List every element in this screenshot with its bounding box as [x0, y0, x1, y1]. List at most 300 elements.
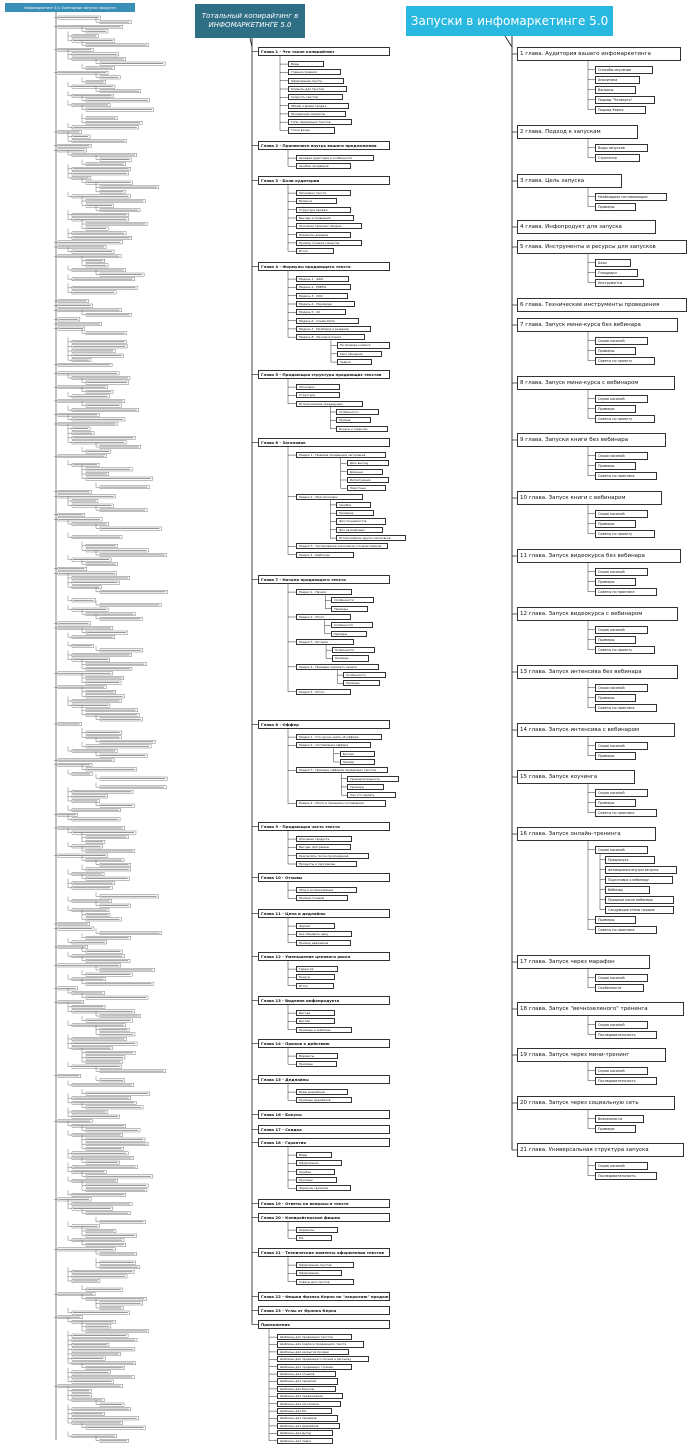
left-map-node-text-line	[73, 1181, 116, 1182]
middle-item[interactable]: Модель 3 - ODC	[296, 293, 348, 299]
left-map-node-text-line	[73, 1039, 124, 1040]
right-chapter-17[interactable]: 17 глава. Запуск через марафон	[517, 955, 650, 969]
left-map-node-text-line	[59, 855, 106, 856]
middle-item[interactable]: Шаблоны для продающих текстов	[277, 1334, 352, 1340]
middle-item[interactable]: Продукты и программы	[296, 861, 357, 867]
right-map-title: Запуски в инфомаркетинге 5.0	[410, 14, 609, 28]
middle-chapter-4[interactable]: Глава 4 - Формулы продающего текста	[258, 262, 390, 271]
left-map-node-text-line	[87, 746, 149, 747]
middle-item[interactable]: P.S.	[296, 1235, 332, 1241]
middle-item[interactable]: Виды	[288, 61, 324, 67]
middle-subitem[interactable]: Для начинающих	[336, 527, 383, 533]
middle-item[interactable]: Модель 1 - AIDA	[296, 276, 349, 282]
right-item[interactable]: Последовательность	[595, 1172, 657, 1180]
middle-item[interactable]: Раздел 2 - Составление оффера	[296, 742, 371, 748]
middle-chapter-6[interactable]: Глава 6 - Заголовок	[258, 438, 390, 447]
left-map-node-text-line	[73, 437, 133, 438]
middle-item[interactable]: Виды дедлайнов	[296, 1089, 348, 1095]
right-item[interactable]: Подход "Четверто"	[595, 96, 655, 104]
left-map-node-text-line	[101, 187, 157, 188]
left-map-node-text-line	[73, 410, 137, 411]
middle-subitem[interactable]: Особенности	[331, 622, 374, 628]
middle-chapter-17[interactable]: Глава 17 - Скидка	[258, 1125, 390, 1134]
middle-chapter-20[interactable]: Глава 20 - Копирайтерские фишки	[258, 1213, 390, 1222]
middle-item[interactable]: Модель 7 - Проблема и решение	[296, 326, 371, 332]
left-map-node-text-line	[101, 1034, 133, 1035]
left-map-node-text-line	[87, 564, 116, 565]
middle-subitem[interactable]: Ошибки	[336, 502, 371, 508]
middle-chapter-19[interactable]: Глава 19 - Ответы на вопросы в тексте	[258, 1199, 390, 1208]
left-map-node-text-line	[59, 814, 75, 815]
left-map-root[interactable]	[5, 3, 135, 12]
right-subitem[interactable]: Автоворонка внутри запуска	[605, 866, 677, 874]
middle-chapter-2[interactable]: Глава 2 - Проникните внутрь вашего предложения	[258, 141, 390, 150]
left-map-node-text-line	[59, 1317, 80, 1318]
middle-item[interactable]: Шаблоны для P.S.	[277, 1408, 332, 1414]
middle-item[interactable]: Шаблоны для отзывов	[277, 1371, 336, 1377]
middle-item[interactable]: Заголовок	[296, 384, 340, 390]
middle-item[interactable]: Сбор и использование	[296, 887, 357, 893]
middle-item[interactable]: Раздел 5 - Итоги	[296, 689, 351, 695]
left-map-node-text-line	[73, 1344, 107, 1345]
right-chapter-6[interactable]: 6 глава. Технические инструменты проведения	[517, 298, 687, 312]
middle-subitem[interactable]: Особенности	[331, 597, 374, 603]
left-map-node-text-line	[101, 787, 164, 788]
middle-subitem[interactable]: Для специалистов	[336, 518, 386, 524]
middle-chapter-21[interactable]: Глава 21 - Технические моменты оформления текстов	[258, 1248, 390, 1257]
right-item[interactable]: Необходимо составляющие	[595, 193, 667, 201]
left-map-node-text-line	[73, 609, 106, 610]
right-subitem[interactable]: Вебинар	[605, 886, 650, 894]
middle-item[interactable]: Структура продаж	[296, 207, 351, 213]
left-map-node-text-line	[73, 127, 137, 128]
middle-subitem[interactable]: Примеры	[331, 606, 368, 612]
left-map-node-text-line	[73, 1011, 133, 1012]
right-item[interactable]: Советы по практике	[595, 809, 657, 817]
right-item[interactable]: Серия касаний	[595, 568, 648, 576]
middle-item[interactable]: Виды	[296, 1152, 332, 1158]
right-item[interactable]: Подход Керна	[595, 106, 646, 114]
middle-item[interactable]: Раздел 2 - Итоги	[296, 614, 351, 620]
left-map-node-text-line	[101, 447, 139, 448]
middle-subitem[interactable]: Длинные	[347, 469, 384, 475]
middle-chapter-13[interactable]: Глава 13 - Видение инфопродукта	[258, 996, 390, 1005]
left-map-node-text-line	[73, 1102, 134, 1103]
middle-item[interactable]: Типы продающих текстов	[288, 119, 352, 125]
right-chapter-21[interactable]: 21 глава. Универсальная структура запуска	[517, 1143, 684, 1157]
left-map-node-text-line	[73, 559, 109, 560]
right-chapter-5[interactable]: 5 глава. Инструменты и ресурсы для запусков	[517, 240, 687, 254]
middle-item[interactable]: Шаблоны для подписи продающего текста	[277, 1341, 364, 1347]
left-map-node-text-line	[87, 122, 140, 123]
right-chapter-2[interactable]: 2 глава. Подход к запускам	[517, 125, 638, 139]
middle-subitem[interactable]: Примеры	[343, 680, 380, 686]
left-map-node-text-line	[73, 942, 105, 943]
middle-item[interactable]: Элементы	[296, 1227, 338, 1233]
middle-subitem[interactable]: Привлекательность	[347, 776, 399, 782]
middle-chapter-10[interactable]: Глава 10 - Отзывы	[258, 873, 390, 882]
middle-chapter-16[interactable]: Глава 16 - Бонусы	[258, 1110, 390, 1119]
left-map-node-text-line	[87, 983, 151, 984]
left-map-node-text-line	[73, 141, 125, 142]
middle-item[interactable]: Как объявить цену	[296, 931, 352, 937]
left-map-node-text-line	[59, 72, 106, 73]
right-item[interactable]: Примеры	[595, 462, 636, 470]
left-map-node-text-line	[101, 970, 152, 971]
middle-item[interactable]: Модель 5 - 4U	[296, 309, 346, 315]
right-chapter-15[interactable]: 15 глава. Запуск коучинга	[517, 770, 635, 784]
right-item[interactable]: Примеры	[595, 694, 636, 702]
right-item[interactable]: Примеры	[595, 916, 636, 924]
left-map-node-text-line	[73, 637, 113, 638]
right-item[interactable]: Серия касаний	[595, 789, 648, 797]
right-item[interactable]: Серия касаний	[595, 684, 648, 692]
right-chapter-8[interactable]: 8 глава. Запуск мини-курса с вебинаром	[517, 376, 675, 390]
left-map-node-text-line	[87, 314, 129, 315]
right-map-root[interactable]	[406, 6, 613, 36]
left-map-node-text-line	[87, 1052, 133, 1053]
left-map-node-text-line	[59, 49, 91, 50]
middle-item[interactable]: Выгоды и сравнения	[296, 215, 354, 221]
left-map-node-text-line	[59, 1075, 79, 1076]
middle-item[interactable]: Шаблоны для продающих страниц	[277, 1364, 352, 1370]
middle-subitem[interactable]: Бонусы и гарантии	[336, 426, 388, 432]
middle-item[interactable]: Главное правило	[288, 69, 341, 75]
middle-item[interactable]: Выгода	[296, 1010, 335, 1016]
middle-item[interactable]: Описание продукта	[296, 836, 352, 842]
middle-item[interactable]: Элементы доверия	[296, 232, 351, 238]
middle-subitem[interactable]: Дать выгоду	[347, 460, 390, 466]
right-subitem[interactable]: Предзапуск	[605, 856, 655, 864]
middle-chapter-18[interactable]: Глава 18 - Гарантия	[258, 1138, 390, 1147]
left-map-node-text-line	[87, 914, 108, 915]
right-chapter-12[interactable]: 12 глава. Запуск видеокурса с вебинаром	[517, 607, 678, 621]
middle-subitem[interactable]: Призыв	[336, 417, 371, 423]
middle-item[interactable]: Структура	[296, 392, 340, 398]
left-map-node-text-line	[101, 933, 160, 934]
middle-item[interactable]: Оформление текста	[288, 78, 344, 84]
middle-item[interactable]: Целевая аудитория и особенности	[296, 155, 374, 161]
right-chapter-18[interactable]: 18 глава. Запуск "вечнозеленого" тренинга	[517, 1002, 684, 1016]
middle-subitem[interactable]: На примере клиента	[337, 342, 390, 348]
middle-chapter-14[interactable]: Глава 14 - Призыв к действию	[258, 1039, 390, 1048]
middle-item[interactable]: Раздел 3 - Примеры офферов продающих текстов	[296, 767, 388, 773]
right-item[interactable]: Примеры	[595, 520, 636, 528]
right-item[interactable]: Примеры	[595, 578, 636, 586]
left-map-node-text-line	[73, 887, 110, 888]
left-map-node-text-line	[101, 1254, 135, 1255]
left-map-node-text-line	[73, 1377, 132, 1378]
middle-item[interactable]: Шаблоны для продающего письма в рассылку	[277, 1356, 369, 1362]
left-map-node-text-line	[73, 659, 108, 660]
middle-subitem[interactable]: Примеры	[332, 655, 369, 661]
right-chapter-20[interactable]: 20 глава. Запуск через социальную сеть	[517, 1096, 675, 1110]
left-map-node-text-line	[101, 1029, 127, 1030]
right-item[interactable]: Инструменты	[595, 279, 644, 287]
middle-item[interactable]: Шаблоны для выгод	[277, 1430, 333, 1436]
left-map-node-text-line	[87, 614, 133, 615]
middle-item[interactable]: Итоги	[296, 248, 334, 254]
middle-item[interactable]: Скорость текстов	[288, 94, 343, 100]
middle-item[interactable]: Итоги	[296, 983, 334, 989]
middle-map-root[interactable]	[195, 4, 305, 38]
middle-item[interactable]: Пример отзывов клиентов	[296, 240, 362, 246]
right-item[interactable]: Виды запусков	[595, 144, 648, 152]
middle-chapter-22[interactable]: Глава 22 - Фишки Фрэнка Керна по "закрытию" продаж	[258, 1292, 390, 1301]
right-chapter-3[interactable]: 3 глава. Цель запуска	[517, 174, 622, 188]
right-item[interactable]: Примеры	[595, 1125, 636, 1133]
left-map-node-text-line	[73, 705, 108, 706]
middle-chapter-23[interactable]: Глава 23 - Углы от Фрэнка Керна	[258, 1306, 390, 1315]
middle-subitem[interactable]: Выгода	[340, 751, 375, 757]
left-map-node-text-line	[73, 40, 113, 41]
middle-subitem[interactable]: Особенности	[336, 409, 379, 415]
middle-item[interactable]: Шаблоны для гарантий	[277, 1378, 338, 1384]
right-item[interactable]: Последовательность	[595, 1077, 657, 1085]
left-map-node-text-line	[59, 988, 76, 989]
middle-item[interactable]: Выгоды программы	[296, 844, 351, 850]
right-chapter-14[interactable]: 14 глава. Запуск интенсива с вебинаром	[517, 723, 675, 737]
left-map-node-text-line	[73, 1281, 98, 1282]
middle-item[interactable]: Раздел 1 - Начало	[296, 589, 352, 595]
middle-subitem[interactable]: Как это сделать	[347, 792, 396, 798]
right-item[interactable]: Возможности	[595, 1115, 644, 1123]
left-map-node-text-line	[59, 145, 89, 146]
middle-item[interactable]: Раздел 1 - Что нужно знать об оффере	[296, 734, 382, 740]
right-item[interactable]: Базы	[595, 259, 631, 267]
left-map-node-text-line	[87, 841, 103, 842]
right-chapter-16[interactable]: 16 глава. Запуск онлайн-тренинга	[517, 827, 656, 841]
middle-chapter-11[interactable]: Глава 11 - Цена и дедлайны	[258, 909, 390, 918]
right-item[interactable]: Стратегия	[595, 154, 640, 162]
left-map-node-text-line	[73, 355, 122, 356]
middle-item[interactable]: Ошибки продавцов	[296, 163, 351, 169]
middle-item[interactable]: Примеры дедлайнов	[296, 1097, 352, 1103]
right-item[interactable]: Примеры	[595, 347, 636, 355]
right-item[interactable]: Способы изучения	[595, 66, 653, 74]
middle-chapter-5[interactable]: Глава 5 - Продающая структура продающих текстов	[258, 370, 390, 379]
middle-item[interactable]: Раздел 4 - Итоги и принципы составления	[296, 800, 386, 806]
left-map-node-text-line	[101, 63, 163, 64]
middle-item[interactable]: Вопросы	[296, 198, 337, 204]
middle-item[interactable]: Детали	[296, 1018, 335, 1024]
right-item[interactable]: Примеры	[595, 203, 636, 211]
middle-item[interactable]: Советы для текстов	[296, 1279, 354, 1285]
middle-item[interactable]: Пример дедлайнов	[296, 940, 351, 946]
middle-item[interactable]: Шаблоны для призывов	[277, 1415, 338, 1421]
left-map-node-text-line	[73, 1400, 102, 1401]
right-chapter-19[interactable]: 19 глава. Запуск через мини-тренинг	[517, 1048, 666, 1062]
right-subitem[interactable]: Продажи после вебинара	[605, 896, 674, 904]
middle-item[interactable]: Раздел 2 - Мой заголовок	[296, 494, 363, 500]
right-chapter-9[interactable]: 9 глава. Запуски книги без вебинара	[517, 433, 666, 447]
right-item[interactable]: Советы по практике	[595, 588, 657, 596]
middle-item[interactable]: Формат	[296, 923, 335, 929]
left-map-node-text-line	[73, 428, 88, 429]
right-item[interactable]: Серия касаний	[595, 1067, 648, 1075]
left-map-node-text-line	[73, 505, 111, 506]
middle-item[interactable]: Раздел 3 - Тестирование заголовков и подзаголовков	[296, 543, 388, 549]
right-item[interactable]: Советы по проекту	[595, 646, 655, 654]
middle-subitem[interactable]: Проверка	[336, 510, 374, 516]
middle-subitem[interactable]: Использование других заголовков	[336, 535, 406, 541]
middle-item[interactable]: Шаблоны для бонусов	[277, 1386, 336, 1392]
left-map-node-text-line	[87, 182, 130, 183]
right-item[interactable]: Примеры	[595, 636, 636, 644]
left-map-node-text-line	[87, 837, 126, 838]
left-map-node-text-line	[73, 1340, 135, 1341]
left-map-node-text-line	[73, 442, 124, 443]
left-map-node-text-line	[73, 270, 124, 271]
middle-chapter-7[interactable]: Глава 7 - Начало продающего текста	[258, 575, 390, 584]
middle-subitem[interactable]: Примеры	[347, 784, 384, 790]
left-map-node-text-line	[87, 228, 106, 229]
middle-chapter-24[interactable]: Приложения	[258, 1320, 390, 1329]
right-item[interactable]: Серия касаний	[595, 510, 648, 518]
left-map-node-text-line	[59, 150, 84, 151]
right-item[interactable]: Советы по практике	[595, 704, 657, 712]
middle-item[interactable]: Модель 2 - PMPHS	[296, 284, 351, 290]
middle-item[interactable]: Ошибки	[296, 1169, 335, 1175]
right-chapter-13[interactable]: 13 глава. Запуск интенсива без вебинара	[517, 665, 678, 679]
middle-item[interactable]: Модель 8 - Личная история	[296, 334, 365, 340]
middle-item[interactable]: Результаты после прохождения	[296, 853, 369, 859]
middle-item[interactable]: Заголовок текста	[296, 190, 351, 196]
middle-chapter-9[interactable]: Глава 9 - Продающая часть текста	[258, 822, 390, 831]
middle-chapter-8[interactable]: Глава 8 - Оффер	[258, 720, 390, 729]
left-map-node-text-line	[59, 947, 86, 948]
right-item[interactable]: Аналитика	[595, 76, 640, 84]
left-map-node-text-line	[87, 1244, 124, 1245]
middle-item[interactable]: Клиенты для текстов	[288, 86, 347, 92]
middle-chapter-3[interactable]: Глава 3 - Боли аудитории	[258, 176, 390, 185]
left-map-node-text-line	[73, 1171, 104, 1172]
middle-item[interactable]: Примеры	[296, 1061, 337, 1067]
middle-subitem[interactable]: Свое обещание	[337, 351, 383, 357]
left-map-node-text-line	[73, 196, 128, 197]
right-chapter-11[interactable]: 11 глава. Запуск видеокурса без вебинара	[517, 549, 681, 563]
left-map-node-text-line	[87, 1190, 145, 1191]
middle-item[interactable]: Раздел 1 - Правила продающих заголовков	[296, 452, 386, 458]
right-item[interactable]: Серия касаний	[595, 395, 648, 403]
right-item[interactable]: Советы по практике	[595, 926, 657, 934]
right-chapter-7[interactable]: 7 глава. Запуск мини-курса без вебинара	[517, 318, 678, 332]
middle-item[interactable]: Бонусы	[296, 974, 335, 980]
right-chapter-4[interactable]: 4 глава. Инфопродукт для запуска	[517, 220, 656, 234]
right-item[interactable]: Серия касаний	[595, 626, 648, 634]
middle-subitem[interactable]: Особенности	[343, 672, 386, 678]
left-map-node-text-line	[59, 1249, 113, 1250]
left-map-node-text-line	[59, 673, 111, 674]
left-map-node-text-line	[73, 1048, 110, 1049]
right-item[interactable]: Серия касаний	[595, 1021, 648, 1029]
middle-item[interactable]: Пример отзывов	[296, 895, 348, 901]
right-item[interactable]: Советы по проекту	[595, 530, 655, 538]
middle-item[interactable]: Примеры и шаблоны	[296, 1027, 352, 1033]
right-item[interactable]: Площадки	[595, 269, 638, 277]
right-item[interactable]: Примеры	[595, 405, 636, 413]
left-map-node-text-line	[59, 401, 123, 402]
left-map-node-text-line	[101, 22, 129, 23]
right-item[interactable]: Советы по практике	[595, 472, 657, 480]
middle-item[interactable]: Модель 4 - Пирамида	[296, 301, 355, 307]
middle-item[interactable]: Шаблоны для пиара	[277, 1438, 333, 1444]
middle-item[interactable]: Продающие элементы	[288, 111, 346, 117]
left-map-node-text-line	[101, 1221, 143, 1222]
middle-item[interactable]: Варианты	[296, 1053, 338, 1059]
right-item[interactable]: Серия касаний	[595, 337, 648, 345]
right-item[interactable]: Серия касаний	[595, 452, 648, 460]
left-map-node-text-line	[87, 201, 143, 202]
middle-item[interactable]: Шаблоны для дедлайнов	[277, 1423, 340, 1429]
right-subitem[interactable]: Следующие этапы продаж	[605, 906, 674, 914]
middle-item[interactable]: Шаблоны для заголовков	[277, 1401, 341, 1407]
middle-item[interactable]: Причины	[296, 1177, 337, 1183]
middle-chapter-12[interactable]: Глава 12 - Уменьшение ценового риска	[258, 952, 390, 961]
middle-subitem[interactable]: Особенности	[332, 647, 375, 653]
right-item[interactable]: Примеры	[595, 752, 636, 760]
right-item[interactable]: Особенности	[595, 984, 644, 992]
right-item[interactable]: Вопросы	[595, 86, 636, 94]
left-map-node-text-line	[101, 778, 165, 779]
middle-item[interactable]: Гарантия	[296, 966, 338, 972]
middle-item[interactable]: Шаблоны для закрытия продаж	[277, 1349, 349, 1355]
middle-chapter-1[interactable]: Глава 1 - Что такое копирайтинг	[258, 47, 390, 56]
middle-subitem[interactable]: Новостные	[347, 485, 387, 491]
left-map-node-text-line	[87, 1367, 123, 1368]
middle-item[interactable]: Раздел 4 - Шаблоны	[296, 552, 354, 558]
right-chapter-10[interactable]: 10 глава. Запуск книги с вебинаром	[517, 491, 662, 505]
left-map-node-text-line	[73, 419, 123, 420]
middle-item[interactable]: Оформление текстов	[296, 1262, 354, 1268]
middle-item[interactable]: Оформление	[296, 1270, 342, 1276]
right-chapter-1[interactable]: 1 глава. Аудитория вашего инфомаркетинга	[517, 47, 681, 61]
left-map-node-text-line	[59, 364, 110, 365]
right-item[interactable]: Серия касаний	[595, 974, 648, 982]
right-item[interactable]: Примеры	[595, 799, 636, 807]
middle-item[interactable]: Шаблоны для предложения	[277, 1393, 343, 1399]
middle-item[interactable]: Раздел 3 - Истории	[296, 639, 354, 645]
left-map-node-text-line	[87, 869, 129, 870]
middle-subitem[interactable]: Задачи	[337, 359, 372, 365]
middle-subitem[interactable]: Примеры	[331, 631, 368, 637]
left-map-node-text-line	[87, 1331, 147, 1332]
right-item[interactable]: Советы по проекту	[595, 357, 655, 365]
middle-item[interactable]: Точки входа	[288, 127, 335, 133]
middle-item[interactable]: Оформление	[296, 1160, 342, 1166]
middle-item[interactable]: Формулы гарантии	[296, 1185, 351, 1191]
right-item[interactable]: Серия касаний	[595, 1162, 648, 1170]
left-map-node-text-line	[101, 91, 139, 92]
middle-item[interactable]: Использование предыдущих	[296, 401, 363, 407]
right-item[interactable]: Последовательность	[595, 1031, 657, 1039]
left-map-node-text-line	[73, 1390, 89, 1391]
left-map-node-text-line	[101, 605, 159, 606]
middle-item[interactable]: Раздел 4 - Примеры хорошего начала	[296, 664, 379, 670]
right-item[interactable]: Советы по проекту	[595, 415, 655, 423]
right-subitem[interactable]: Подготовка к вебинару	[605, 876, 673, 884]
left-map-node-text-line	[73, 1395, 90, 1396]
middle-item[interactable]: Объём и время продаж	[288, 103, 349, 109]
middle-subitem[interactable]: Пример	[340, 759, 375, 765]
middle-item[interactable]: Описание прошлых продаж	[296, 223, 362, 229]
right-item[interactable]: Серия касаний	[595, 846, 648, 854]
left-map-node-text-line	[73, 910, 107, 911]
middle-chapter-15[interactable]: Глава 15 - Дедлайны	[258, 1075, 390, 1084]
right-item[interactable]: Серия касаний	[595, 742, 648, 750]
middle-item[interactable]: Модель 6 - Схема ACCA	[296, 318, 359, 324]
middle-subitem[interactable]: Интригующие	[347, 477, 390, 483]
